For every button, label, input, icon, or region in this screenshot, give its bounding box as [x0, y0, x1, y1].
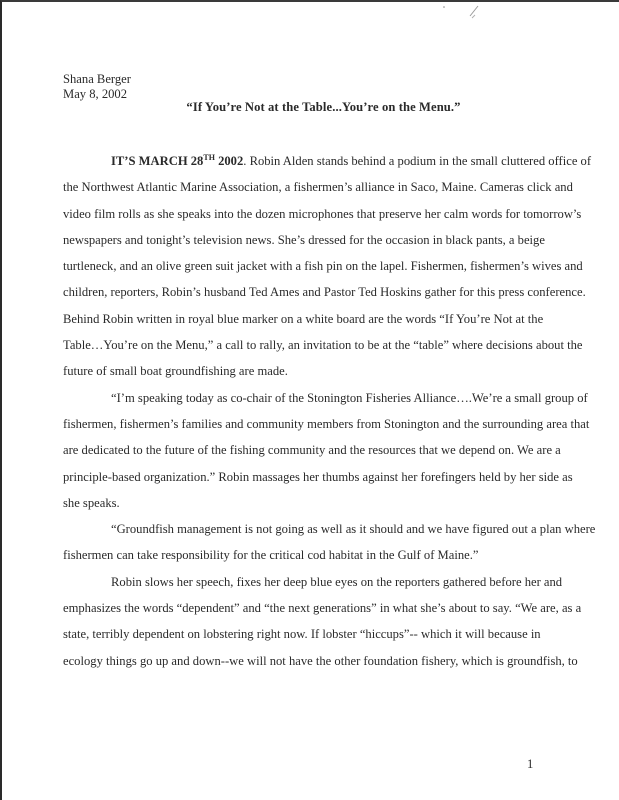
paragraph-line: “I’m speaking today as co-chair of the Stonington Fisheries Alliance….We’re a small group of	[111, 390, 588, 405]
paragraph-line: Table…You’re on the Menu,” a call to rally, an invitation to be at the “table” where decisions about the	[63, 338, 583, 353]
paragraph-line	[63, 148, 592, 174]
page-number: 1	[527, 757, 534, 771]
document-date: May 8, 2002	[63, 87, 128, 101]
paragraph-line: fishermen, fishermen’s families and community members from Stonington and the surrounding area that	[63, 416, 590, 431]
lead-in-superscript: TH	[203, 153, 215, 162]
paragraph-line: Robin slows her speech, fixes her deep blue eyes on the reporters gathered before her and	[111, 574, 563, 589]
document-body	[63, 148, 596, 674]
paragraph-line: she speaks.	[63, 495, 120, 510]
paragraph-line: state, terribly dependent on lobstering right now. If lobster “hiccups”-- which it will because in	[63, 627, 541, 642]
paragraph-line: emphasizes the words “dependent” and “the next generations” in what she’s about to say. “We are, as a	[63, 601, 582, 616]
paragraph-line: turtleneck, and an olive green suit jacket with a fish pin on the lapel. Fishermen, fishermen’s wives and	[63, 259, 583, 274]
lead-rest: . Robin Alden stands behind a podium in the small cluttered office of	[243, 154, 592, 168]
paragraph-line: newspapers and tonight’s television news. She’s dressed for the occasion in black pants, a beige	[63, 232, 545, 247]
paragraph-line: children, reporters, Robin’s husband Ted Ames and Pastor Ted Hoskins gather for this press conference.	[63, 285, 586, 300]
lead-in-text: IT’S MARCH 28	[111, 154, 204, 168]
paragraph-line: principle-based organization.” Robin massages her thumbs against her forefingers held by her side as	[63, 469, 573, 484]
paragraph-line: the Northwest Atlantic Marine Association, a fishermen’s alliance in Saco, Maine. Cameras click and	[63, 180, 573, 195]
paragraph-line: are dedicated to the future of the fishing community and the resources that we depend on. We are a	[63, 443, 561, 458]
paragraph-line: ecology things go up and down--we will not have the other foundation fishery, which is groundfish, to	[63, 653, 578, 668]
document-title	[2, 100, 619, 115]
author-name: Shana Berger	[63, 72, 131, 86]
paragraph-line: fishermen can take responsibility for the critical cod habitat in the Gulf of Maine.”	[63, 548, 479, 563]
pencil-mark-icon	[442, 4, 482, 20]
paragraph-line: future of small boat groundfishing are made.	[63, 364, 288, 379]
paragraph-line: Behind Robin written in royal blue marker on a white board are the words “If You’re Not at the	[63, 311, 544, 326]
paragraph-line: video film rolls as she speaks into the dozen microphones that preserve her calm words for tomorrow’s	[63, 206, 582, 221]
lead-in	[111, 154, 243, 168]
paragraph-line: “Groundfish management is not going as well as it should and we have figured out a plan where	[111, 522, 596, 537]
title-text: “If You’re Not at the Table...You’re on the Menu.”	[186, 100, 461, 114]
lead-in-year: 2002	[214, 154, 244, 168]
